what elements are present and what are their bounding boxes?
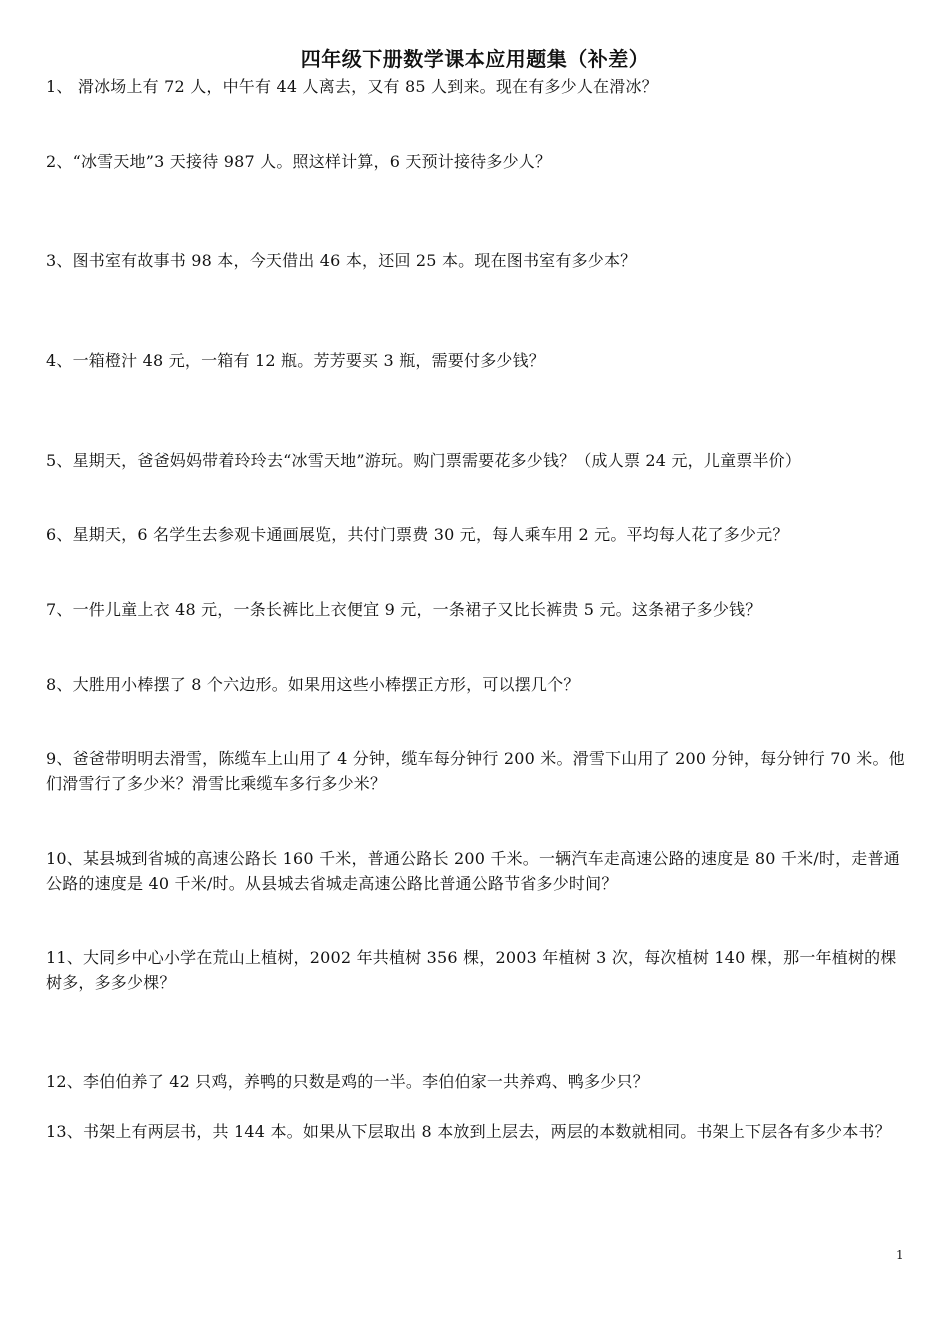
question-13: 13、书架上有两层书，共 144 本。如果从下层取出 8 本放到上层去，两层的本数就相同。书架上下层各有多少本书？: [46, 1122, 891, 1141]
question-3: 3、图书室有故事书 98 本，今天借出 46 本，还回 25 本。现在图书室有多少本？: [46, 251, 637, 270]
question-10: 10、某县城到省城的高速公路长 160 千米，普通公路长 200 千米。一辆汽车走高速公路的速度是 80 千米/时，走普通公路的速度是 40 千米/时。从县城去省城走高速公路比普通公路节省多少时间？: [46, 849, 900, 893]
page-number: 1: [896, 1248, 904, 1262]
question-8: 8、大胜用小棒摆了 8 个六边形。如果用这些小棒摆正方形，可以摆几个？: [46, 675, 580, 694]
question-6: 6、星期天，6 名学生去参观卡通画展览，共付门票费 30 元，每人乘车用 2 元。平均每人花了多少元？: [46, 525, 789, 544]
question-1: 1、 滑冰场上有 72 人，中午有 44 人离去，又有 85 人到来。现在有多少人在滑冰？: [46, 77, 658, 96]
question-4: 4、一箱橙汁 48 元，一箱有 12 瓶。芳芳要买 3 瓶，需要付多少钱？: [46, 351, 545, 370]
document-title: 四年级下册数学课本应用题集（补差）: [300, 47, 650, 71]
question-9: 9、爸爸带明明去滑雪，陈缆车上山用了 4 分钟，缆车每分钟行 200 米。滑雪下山用了 200 分钟，每分钟行 70 米。他们滑雪行了多少米？滑雪比乘缆车多行多少米？: [46, 749, 905, 793]
question-5: 5、星期天，爸爸妈妈带着玲玲去“冰雪天地”游玩。购门票需要花多少钱？（成人票 24 元，儿童票半价）: [46, 451, 802, 470]
question-7: 7、一件儿童上衣 48 元，一条长裤比上衣便宜 9 元，一条裙子又比长裤贵 5 元。这条裙子多少钱？: [46, 600, 762, 619]
question-12: 12、李伯伯养了 42 只鸡，养鸭的只数是鸡的一半。李伯伯家一共养鸡、鸭多少只？: [46, 1072, 649, 1091]
question-2: 2、“冰雪天地”3 天接待 987 人。照这样计算，6 天预计接待多少人？: [46, 152, 552, 171]
question-11: 11、大同乡中心小学在荒山上植树，2002 年共植树 356 棵，2003 年植树 3 次，每次植树 140 棵，那一年植树的棵树多，多多少棵？: [46, 948, 897, 992]
